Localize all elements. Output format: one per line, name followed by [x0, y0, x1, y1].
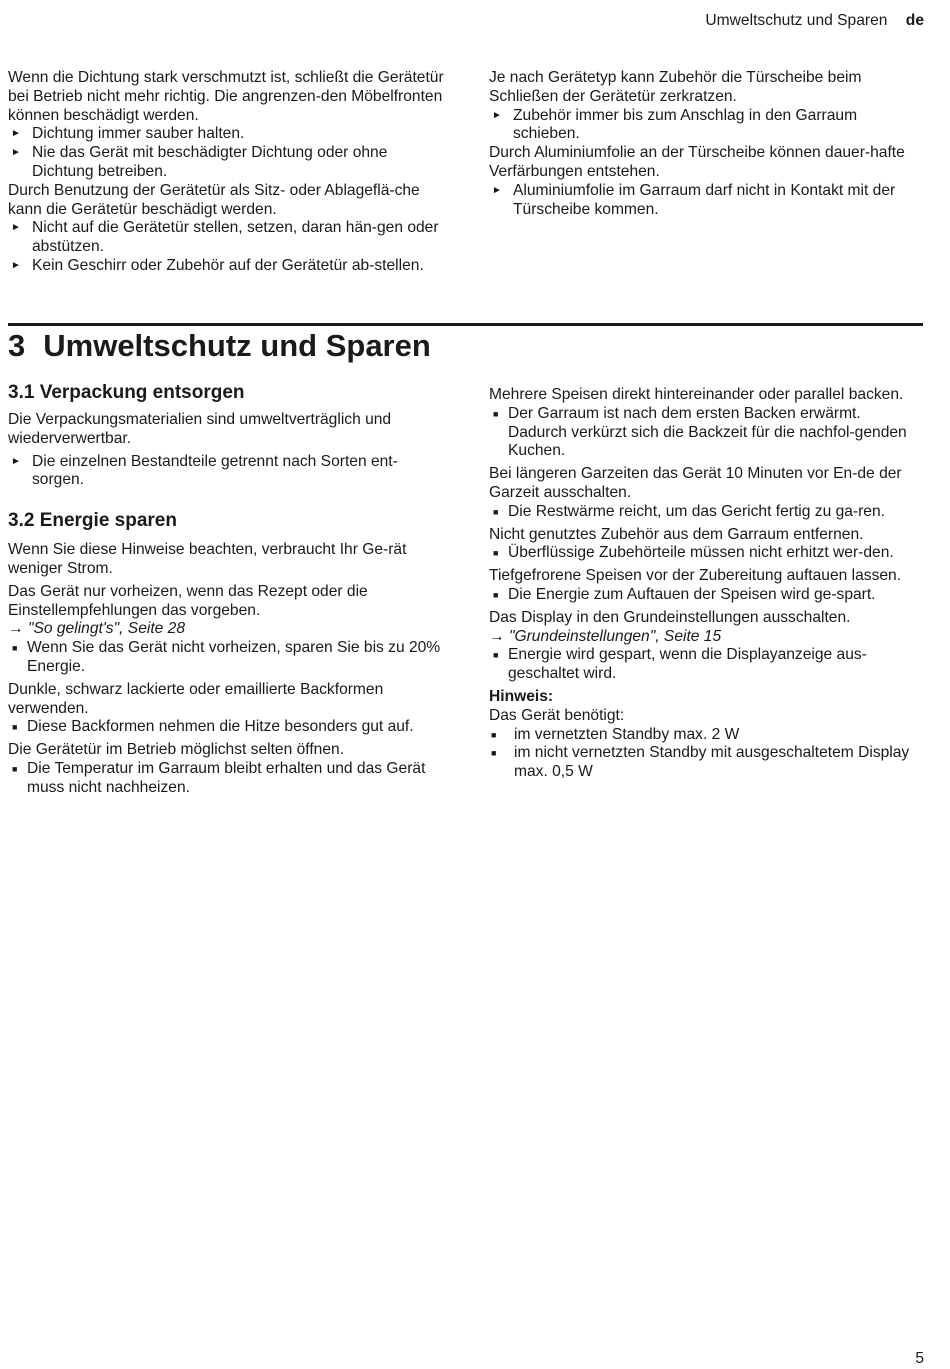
cross-reference-text: "Grundeinstellungen", Seite 15: [508, 627, 722, 645]
section-heading-3-2: 3.2 Energie sparen: [8, 510, 177, 532]
arrow-bullet-icon: ►: [11, 455, 21, 467]
list-item: [8, 760, 444, 798]
list-item-text: Zubehör immer bis zum Anschlag in den Garraum schieben.: [513, 106, 858, 143]
header-language: de: [905, 12, 924, 29]
list-item: [8, 453, 444, 491]
paragraph: Nicht genutztes Zubehör aus dem Garraum entfernen.: [489, 525, 864, 543]
list-item-text: Die Temperatur im Garraum bleibt erhalten und das Gerät muss nicht nachheizen.: [27, 759, 426, 796]
list-item-text: Dichtung immer sauber halten.: [32, 125, 245, 143]
paragraph: Die Gerätetür im Betrieb möglichst selten öffnen.: [8, 741, 345, 759]
paragraph: Durch Benutzung der Gerätetür als Sitz- oder Ablageflä-che kann die Gerätetür beschädigt werden.: [8, 181, 420, 218]
paragraph: Durch Aluminiumfolie an der Türscheibe können dauer-hafte Verfärbungen entstehen.: [489, 144, 905, 180]
top-right-column: [489, 69, 923, 219]
list-item-text: Die Restwärme reicht, um das Gericht fertig zu ga-ren.: [508, 502, 885, 520]
paragraph: Das Gerät nur vorheizen, wenn das Rezept oder die Einstellempfehlungen das vorgeben.: [8, 582, 368, 619]
list-item: [8, 144, 444, 182]
list-item: [8, 639, 444, 677]
square-bullet-icon: ■: [491, 748, 497, 759]
cross-reference[interactable]: [489, 628, 923, 647]
list-item-text: Nie das Gerät mit beschädigter Dichtung oder ohne Dichtung betreiben.: [32, 144, 388, 180]
square-bullet-icon: ■: [493, 506, 499, 517]
list-item: [8, 257, 444, 276]
top-left-column: [8, 69, 444, 276]
arrow-bullet-icon: ►: [11, 147, 21, 159]
paragraph: Dunkle, schwarz lackierte oder emaillierte Backformen verwenden.: [8, 680, 384, 717]
list-item-text: Nicht auf die Gerätetür stellen, setzen, daran hän-gen oder abstützen.: [32, 219, 439, 256]
chapter-number: 3: [8, 328, 26, 363]
arrow-bullet-icon: ►: [11, 128, 21, 140]
list-item: [489, 646, 923, 684]
list-item: [489, 586, 923, 605]
paragraph: Die Verpackungsmaterialien sind umweltverträglich und wiederverwertbar.: [8, 411, 392, 447]
list-item: [489, 744, 923, 782]
chapter-rule: [8, 323, 923, 326]
list-item: [489, 544, 923, 563]
square-bullet-icon: ■: [493, 548, 499, 559]
list-item-text: Die Energie zum Auftauen der Speisen wird ge-spart.: [508, 585, 876, 603]
arrow-bullet-icon: ►: [11, 259, 21, 271]
arrow-right-icon: →: [489, 627, 505, 645]
paragraph: Das Display in den Grundeinstellungen ausschalten.: [489, 608, 851, 626]
paragraph: Je nach Gerätetyp kann Zubehör die Türscheibe beim Schließen der Gerätetür zerkratzen.: [489, 69, 862, 105]
chapter-title-text: Umweltschutz und Sparen: [43, 328, 431, 363]
paragraph: Wenn die Dichtung stark verschmutzt ist, schließt die Gerätetür bei Betrieb nicht mehr richtig. Die angrenzen-den Möbelfronten können beschädigt werden.: [8, 69, 444, 124]
list-item-text: Die einzelnen Bestandteile getrennt nach Sorten ent-sorgen.: [32, 452, 398, 489]
arrow-bullet-icon: ►: [492, 184, 502, 196]
square-bullet-icon: ■: [493, 408, 499, 419]
list-item-text: Wenn Sie das Gerät nicht vorheizen, sparen Sie bis zu 20% Energie.: [27, 639, 441, 675]
arrow-bullet-icon: ►: [492, 109, 502, 121]
paragraph: Wenn Sie diese Hinweise beachten, verbraucht Ihr Ge-rät weniger Strom.: [8, 541, 407, 577]
section-heading-3-1: 3.1 Verpackung entsorgen: [8, 382, 245, 403]
list-item: [489, 405, 923, 461]
list-item: [489, 503, 923, 522]
paragraph: Mehrere Speisen direkt hintereinander oder parallel backen.: [489, 386, 904, 403]
list-item-text: Überflüssige Zubehörteile müssen nicht erhitzt wer-den.: [508, 544, 894, 562]
header-section-title: Umweltschutz und Sparen: [705, 12, 888, 29]
square-bullet-icon: ■: [493, 589, 499, 600]
cross-reference-text: "So gelingt's", Seite 28: [27, 620, 186, 638]
list-item-text: Diese Backformen nehmen die Hitze besonders gut auf.: [27, 718, 414, 736]
list-item: [489, 726, 923, 745]
lower-right-column: [489, 386, 923, 782]
list-item: [8, 219, 444, 257]
list-item: [489, 182, 923, 220]
cross-reference[interactable]: [8, 620, 444, 639]
lower-left-column: [8, 381, 444, 798]
list-item: [489, 107, 923, 145]
list-item-text: Aluminiumfolie im Garraum darf nicht in Kontakt mit der Türscheibe kommen.: [513, 181, 896, 218]
list-item: [8, 718, 444, 737]
note-title: Hinweis:: [489, 687, 554, 705]
arrow-right-icon: →: [8, 620, 24, 638]
paragraph: Tiefgefrorene Speisen vor der Zubereitung auftauen lassen.: [489, 567, 902, 585]
square-bullet-icon: ■: [12, 763, 18, 774]
list-item-text: Der Garraum ist nach dem ersten Backen erwärmt. Dadurch verkürzt sich die Backzeit für die nachfol-genden Kuchen.: [508, 404, 907, 460]
paragraph: Bei längeren Garzeiten das Gerät 10 Minuten vor En-de der Garzeit ausschalten.: [489, 465, 902, 501]
list-item-text: Energie wird gespart, wenn die Displayanzeige aus-geschaltet wird.: [508, 646, 867, 683]
list-item-text: im nicht vernetzten Standby mit ausgeschaltetem Display max. 0,5 W: [514, 744, 910, 781]
square-bullet-icon: ■: [491, 729, 497, 740]
list-item-text: im vernetzten Standby max. 2 W: [514, 725, 740, 743]
page-number: 5: [915, 1350, 924, 1367]
arrow-bullet-icon: ►: [11, 222, 21, 234]
note-intro: Das Gerät benötigt:: [489, 706, 625, 724]
list-item-text: Kein Geschirr oder Zubehör auf der Gerätetür ab-stellen.: [32, 256, 424, 274]
square-bullet-icon: ■: [12, 643, 18, 654]
chapter-title: [8, 328, 431, 364]
running-header: [705, 12, 924, 31]
square-bullet-icon: ■: [12, 722, 18, 733]
square-bullet-icon: ■: [493, 650, 499, 661]
list-item: [8, 125, 444, 144]
